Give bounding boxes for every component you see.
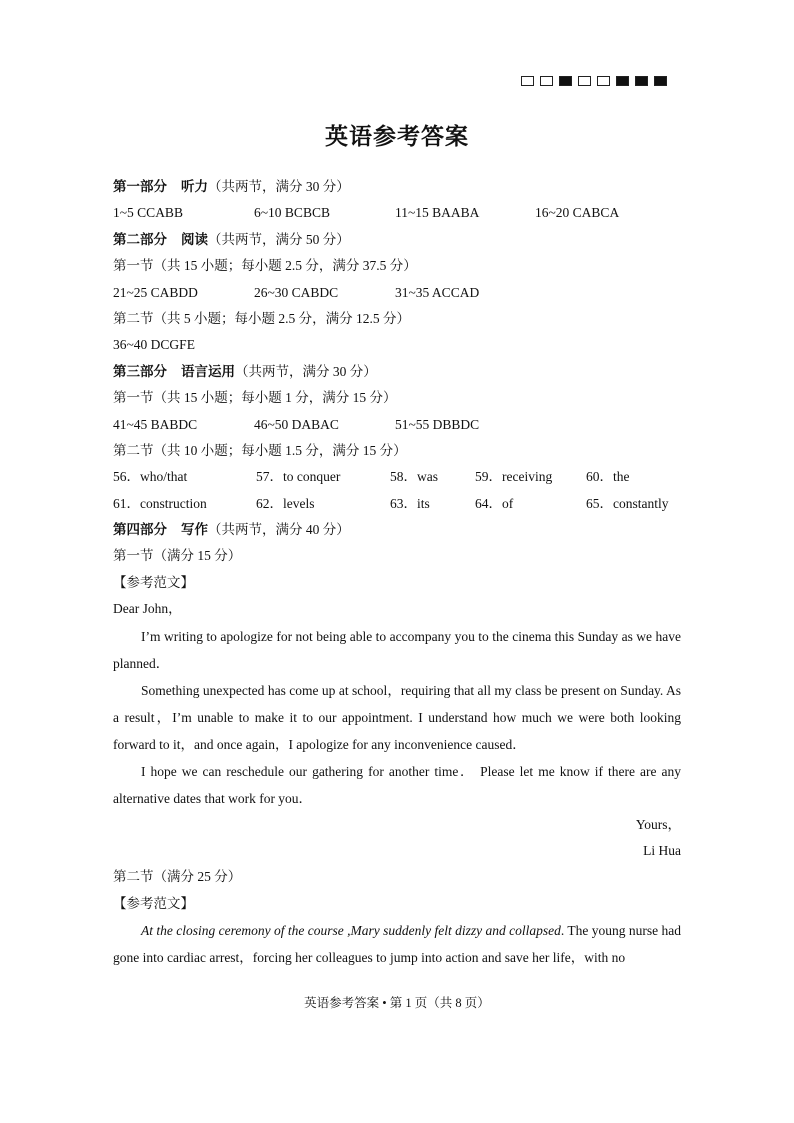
fill-answers-row-1: [113, 464, 681, 490]
part3-section2-note: 第二节（共 10 小题；每小题 1.5 分，满分 15 分）: [113, 442, 407, 458]
part3-heading: 第三部分 语言运用（共两节，满分 30 分）: [113, 363, 377, 379]
fill-answer: 61．construction: [113, 495, 207, 511]
page-title: 英语参考答案: [325, 124, 469, 149]
answer-group: 21~25 CABDD: [113, 284, 198, 300]
part3-section1-note: 第一节（共 15 小题；每小题 1 分，满分 15 分）: [113, 390, 397, 406]
part2-heading: 第二部分 阅读（共两节，满分 50 分）: [113, 231, 350, 247]
story-continuation: . The young nurse had gone into cardiac arrest，forcing her colleagues to jump into action and save her life，with no: [113, 923, 682, 966]
fill-answer: 60．the: [586, 469, 630, 485]
letter-signature: Li Hua: [643, 843, 681, 859]
part3-section1-answers: [113, 412, 681, 438]
answer-group: 11~15 BAABA: [395, 205, 480, 221]
answer-group: 31~35 ACCAD: [395, 284, 480, 300]
fill-answer: 57．to conquer: [256, 469, 341, 485]
letter-paragraph-1: I’m writing to apologize for not being able to accompany you to the cinema this Sunday as we have planned．: [113, 628, 681, 671]
part4-heading: 第四部分 写作（共两节，满分 40 分）: [113, 522, 350, 538]
letter-paragraph-2: Something unexpected has come up at school，requiring that all my class be present on Sunday. As a result，I’m unable to make it to our appointment. I understand how much we were both looking forward to it，and once again，I apologize for any inconvenience caused．: [113, 682, 681, 752]
fill-answer: 56．who/that: [113, 469, 188, 485]
header-square: [654, 76, 667, 86]
fill-answer: 58．was: [390, 469, 438, 485]
fill-answer: 62．levels: [256, 495, 315, 511]
fill-answer: 59．receiving: [475, 469, 553, 485]
part2-section2-answer: 36~40 DCGFE: [113, 337, 195, 353]
part2-section1-note: 第一节（共 15 小题；每小题 2.5 分，满分 37.5 分）: [113, 258, 417, 274]
fill-answer: 64．of: [475, 495, 514, 511]
part2-section2-note: 第二节（共 5 小题；每小题 2.5 分，满分 12.5 分）: [113, 310, 410, 326]
sample-essay-label: 【参考范文】: [113, 574, 194, 590]
fill-answers-row-2: [113, 491, 681, 517]
answer-group: 16~20 CABCA: [535, 205, 620, 221]
header-square: [635, 76, 648, 86]
part4-section1-note: 第一节（满分 15 分）: [113, 548, 242, 564]
header-square: [559, 76, 572, 86]
fill-answer: 63．its: [390, 495, 430, 511]
part2-section1-answers: [113, 280, 681, 306]
sample-essay-label-2: 【参考范文】: [113, 895, 194, 911]
letter-greeting: Dear John，: [113, 601, 182, 617]
answer-group: 51~55 DBBDC: [395, 416, 480, 432]
header-square: [521, 76, 534, 86]
fill-answer: 65．constantly: [586, 495, 669, 511]
answer-group: 6~10 BCBCB: [254, 205, 330, 221]
answer-group: 26~30 CABDC: [254, 284, 339, 300]
letter-paragraph-3: I hope we can reschedule our gathering for another time． Please let me know if there are any alternative dates that work for you．: [113, 763, 681, 806]
header-square: [578, 76, 591, 86]
story-opening-italic: At the closing ceremony of the course ,Mary suddenly felt dizzy and collapsed: [141, 923, 561, 939]
letter-closing: Yours，: [635, 816, 681, 832]
story-paragraph: [113, 917, 681, 971]
part1-answers: [113, 200, 681, 226]
header-square: [540, 76, 553, 86]
part1-heading: 第一部分 听力（共两节，满分 30 分）: [113, 179, 350, 194]
answer-content: [113, 174, 681, 971]
page-footer: 英语参考答案 • 第 1 页（共 8 页）: [304, 996, 490, 1010]
header-square: [616, 76, 629, 86]
answer-group: 46~50 DABAC: [254, 416, 339, 432]
header-square: [597, 76, 610, 86]
answer-group: 41~45 BABDC: [113, 416, 198, 432]
answer-group: 1~5 CCABB: [113, 205, 183, 221]
part4-section2-note: 第二节（满分 25 分）: [113, 869, 242, 885]
header-squares: [521, 76, 667, 86]
